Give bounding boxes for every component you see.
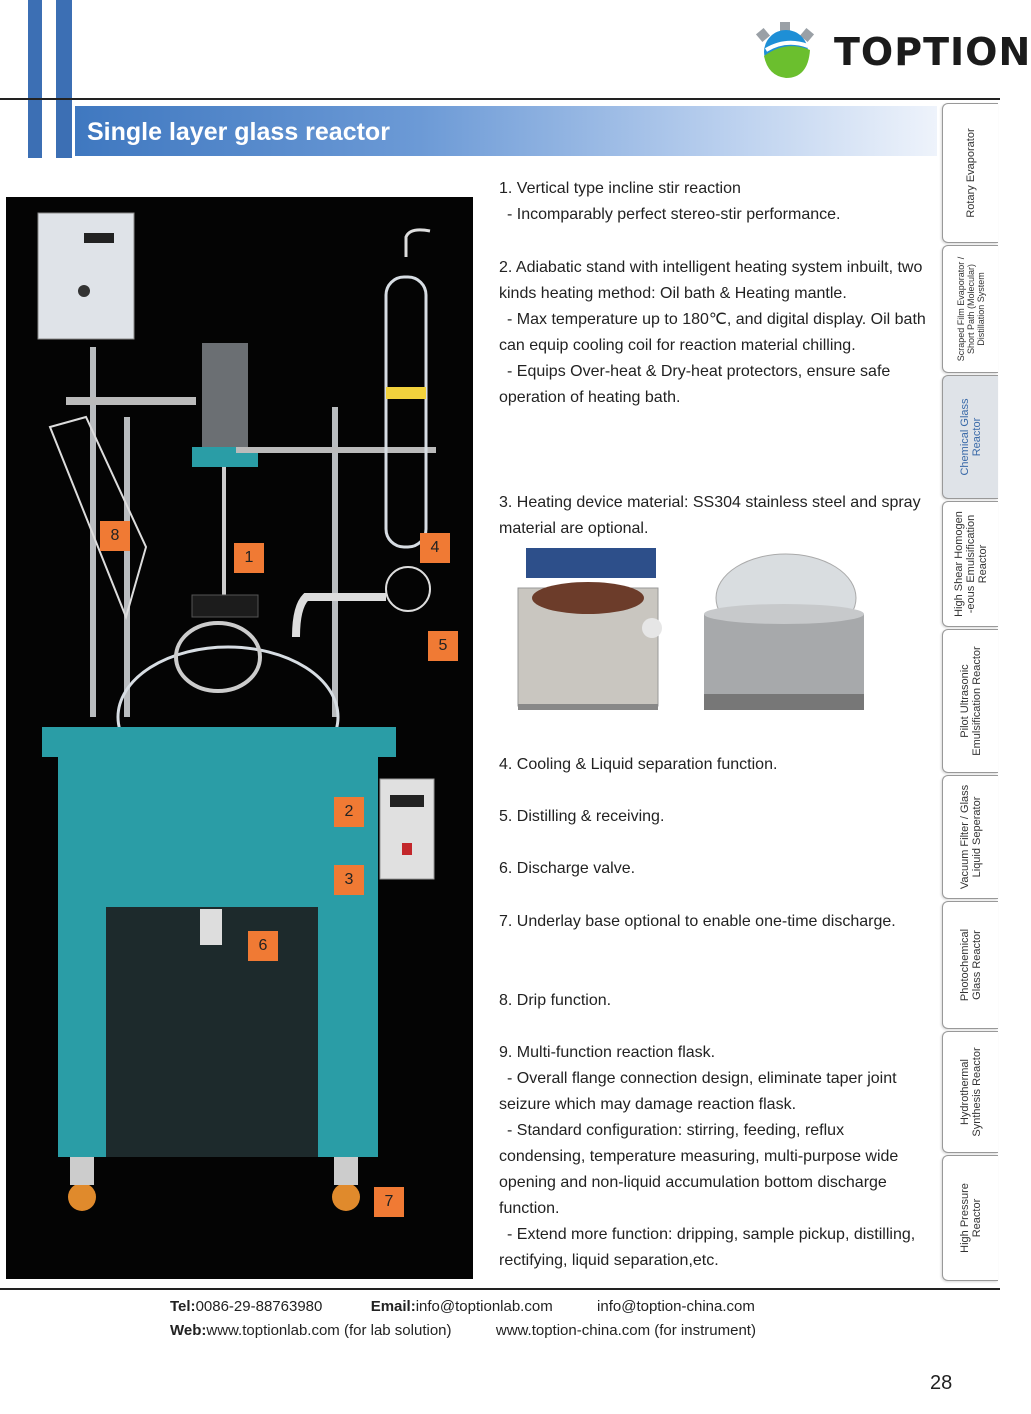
tab-label: Hydrothermal Synthesis Reactor bbox=[958, 1047, 983, 1137]
feature-1 bbox=[499, 176, 929, 228]
tab-vacuum-filter[interactable] bbox=[942, 775, 998, 899]
tab-label: Vacuum Filter / Glass Liquid Seperator bbox=[958, 784, 983, 890]
oil-bath-photo bbox=[510, 548, 670, 716]
feature-detail bbox=[499, 307, 929, 359]
callout-marker: 3 bbox=[334, 865, 364, 895]
callout-marker: 8 bbox=[100, 521, 130, 551]
toption-logo bbox=[752, 20, 1031, 86]
tab-rotary-evaporator[interactable] bbox=[942, 103, 998, 243]
feature-8 bbox=[499, 988, 929, 1014]
web-line bbox=[170, 1322, 756, 1339]
feature-title: 1. Vertical type incline stir reaction bbox=[499, 180, 741, 197]
feature-title: 9. Multi-function reaction flask. bbox=[499, 1044, 716, 1061]
reactor-photo bbox=[6, 197, 473, 1279]
tab-pilot-ultrasonic-reactor[interactable] bbox=[942, 629, 998, 773]
oil-bath-illustration bbox=[510, 548, 670, 716]
heating-mantle-photo bbox=[696, 548, 876, 716]
feature-7 bbox=[499, 909, 929, 935]
web-label: Web: bbox=[170, 1322, 207, 1339]
tel-label: Tel: bbox=[170, 1298, 196, 1315]
feature-title: 5. Distilling & receiving. bbox=[499, 808, 665, 825]
page-number: 28 bbox=[930, 1372, 953, 1394]
feature-detail-text: - Equips Over-heat & Dry-heat protectors, ensure safe operation of heating bath. bbox=[499, 363, 891, 406]
feature-detail bbox=[499, 359, 929, 411]
feature-9 bbox=[499, 1040, 929, 1274]
header-divider bbox=[0, 98, 1000, 100]
title-banner bbox=[75, 106, 937, 156]
callout-marker: 2 bbox=[334, 797, 364, 827]
feature-title: 4. Cooling & Liquid separation function. bbox=[499, 756, 778, 773]
tab-label: Pilot Ultrasonic Emulsification Reactor bbox=[958, 646, 983, 756]
email-link[interactable]: info@toptionlab.com bbox=[415, 1298, 553, 1315]
feature-4 bbox=[499, 752, 929, 778]
feature-detail-text: - Max temperature up to 180℃, and digital display. Oil bath can equip cooling coil for reaction material chilling. bbox=[499, 311, 926, 354]
tab-label: Chemical Glass Reactor bbox=[958, 398, 983, 476]
feature-title: 3. Heating device material: SS304 stainless steel and spray material are optional. bbox=[499, 494, 921, 537]
feature-title: 2. Adiabatic stand with intelligent heating system inbuilt, two kinds heating method: Oil bath & Heating mantle. bbox=[499, 259, 923, 302]
feature-title: 7. Underlay base optional to enable one-time discharge. bbox=[499, 913, 896, 930]
tab-scraped-film-evaporator[interactable] bbox=[942, 245, 998, 373]
tab-high-pressure-reactor[interactable] bbox=[942, 1155, 998, 1281]
callout-marker: 6 bbox=[248, 931, 278, 961]
feature-title: 8. Drip function. bbox=[499, 992, 612, 1009]
feature-6 bbox=[499, 856, 929, 882]
brand-name: TOPTION bbox=[834, 30, 1031, 74]
tab-high-shear-reactor[interactable] bbox=[942, 501, 998, 627]
tab-chemical-glass-reactor[interactable] bbox=[942, 375, 998, 499]
email-label: Email: bbox=[370, 1298, 416, 1315]
feature-detail-text: - Extend more function: dripping, sample pickup, distilling, rectifying, liquid separation,etc. bbox=[499, 1226, 916, 1269]
gear-logo-icon bbox=[752, 20, 822, 84]
feature-2 bbox=[499, 255, 929, 411]
feature-detail-text: - Standard configuration: stirring, feeding, reflux condensing, temperature measuring, multi-purpose wide opening and non-liquid accumulation bottom discharge function. bbox=[499, 1122, 899, 1217]
email-link[interactable]: info@toption-china.com bbox=[597, 1298, 755, 1315]
page-title: Single layer glass reactor bbox=[87, 118, 390, 146]
accent-bar bbox=[28, 0, 42, 158]
tab-label: Rotary Evaporator bbox=[964, 128, 977, 218]
feature-detail bbox=[499, 1118, 929, 1222]
web-link[interactable]: www.toption-china.com (for instrument) bbox=[495, 1322, 756, 1339]
callout-marker: 1 bbox=[234, 543, 264, 573]
tab-hydrothermal-reactor[interactable] bbox=[942, 1031, 998, 1153]
feature-detail bbox=[499, 1066, 929, 1118]
contact-line bbox=[170, 1298, 755, 1315]
feature-detail bbox=[499, 1222, 929, 1274]
feature-title: 6. Discharge valve. bbox=[499, 860, 636, 877]
tab-label: High Pressure Reactor bbox=[958, 1183, 983, 1253]
feature-detail: - Incomparably perfect stereo-stir performance. bbox=[507, 206, 841, 223]
tab-label: High Shear Homogen -eous Emulsification Reactor bbox=[952, 511, 989, 617]
accent-bar bbox=[56, 0, 72, 158]
feature-detail-text: - Overall flange connection design, eliminate taper joint seizure which may damage reaction flask. bbox=[499, 1070, 897, 1113]
callout-marker: 5 bbox=[428, 631, 458, 661]
glass-reactor-illustration bbox=[6, 197, 473, 1279]
callout-marker: 7 bbox=[374, 1187, 404, 1217]
category-tabs bbox=[942, 103, 1000, 1283]
phone-number: 0086-29-88763980 bbox=[195, 1298, 323, 1315]
tab-photochemical-reactor[interactable] bbox=[942, 901, 998, 1029]
tab-label: Photochemical Glass Reactor bbox=[958, 928, 983, 1002]
tab-label: Scraped Film Evaporator / Short Path (Molecular) Distillation System bbox=[955, 256, 986, 362]
footer-divider bbox=[0, 1288, 1000, 1290]
web-link[interactable]: www.toptionlab.com (for lab solution) bbox=[206, 1322, 452, 1339]
heating-mantle-illustration bbox=[696, 548, 876, 716]
feature-3 bbox=[499, 490, 929, 542]
feature-5 bbox=[499, 804, 929, 830]
callout-marker: 4 bbox=[420, 533, 450, 563]
